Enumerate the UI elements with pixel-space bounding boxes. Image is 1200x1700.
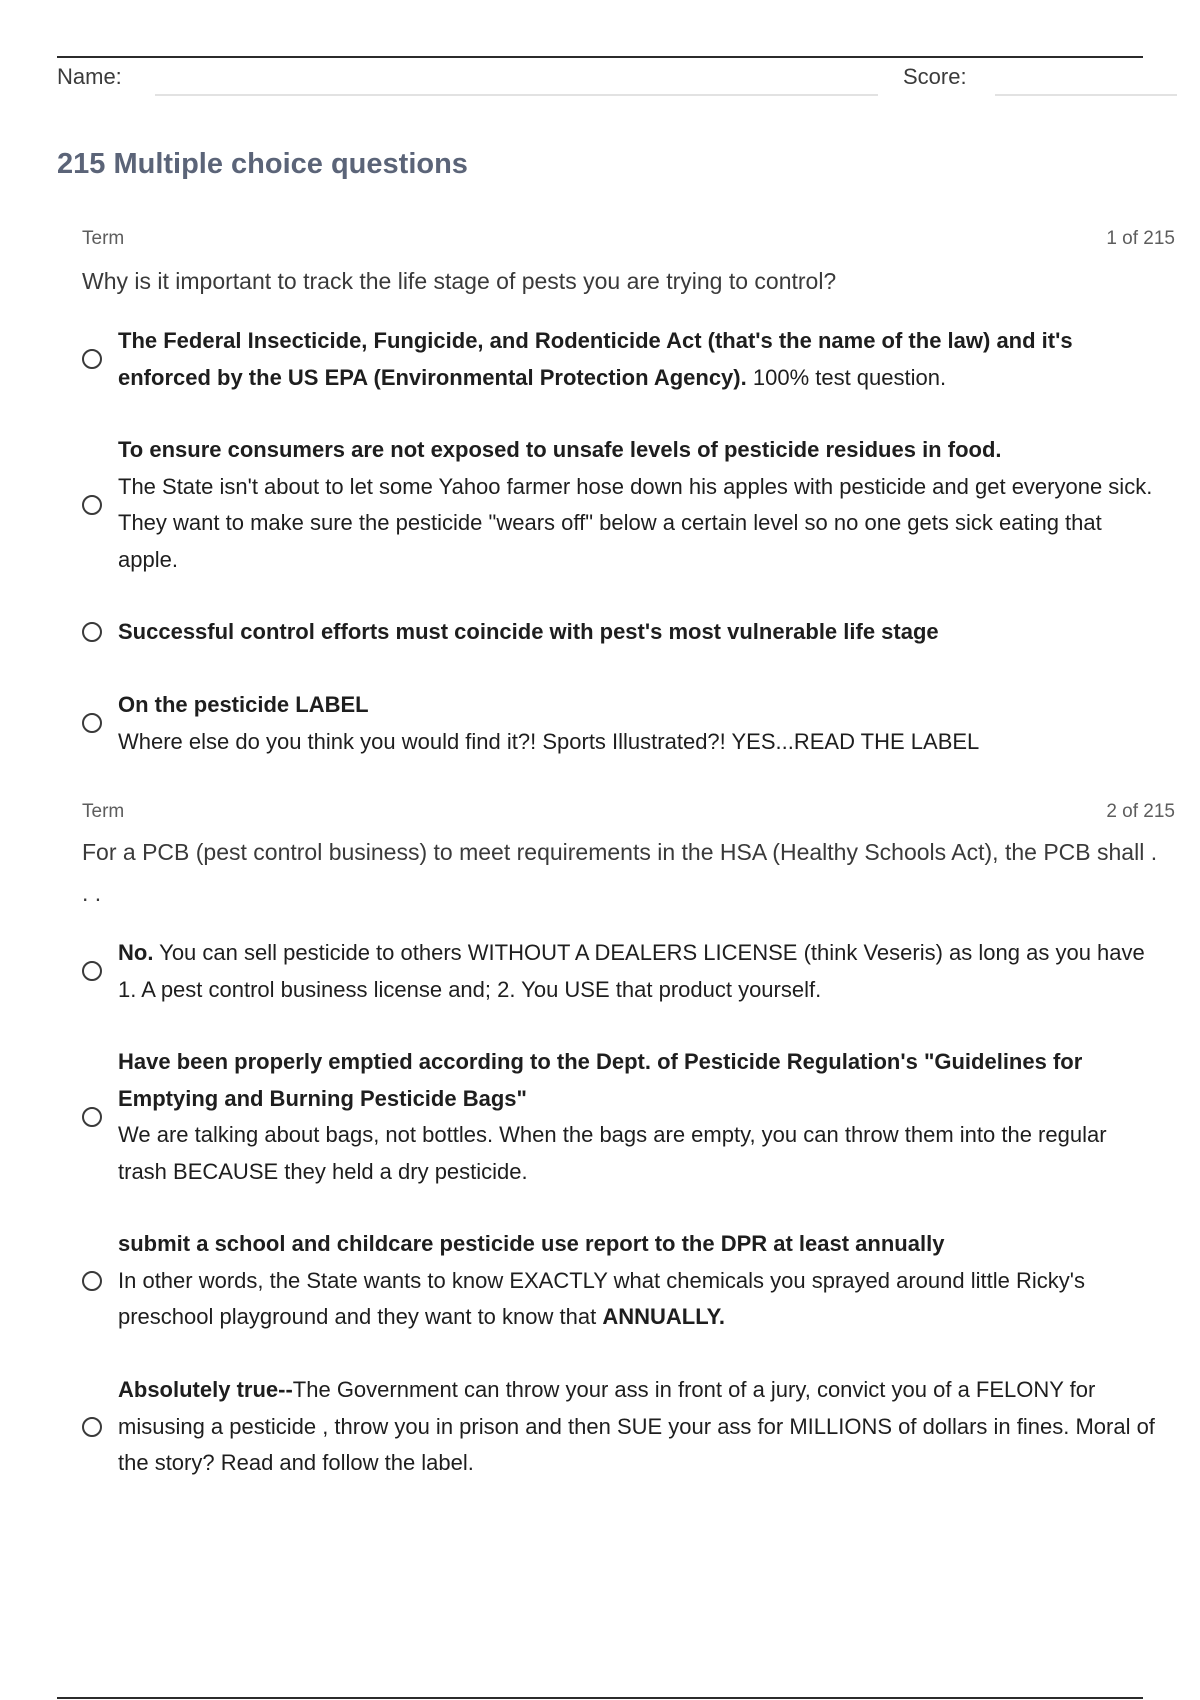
option-text <box>118 323 1158 396</box>
score-label: Score: <box>903 64 967 89</box>
option-text <box>118 687 1158 760</box>
option-title: To ensure consumers are not exposed to unsafe levels of pesticide residues in food. <box>118 437 1002 462</box>
option-text <box>118 614 1158 651</box>
option-title: Absolutely true-- <box>118 1377 293 1402</box>
option-explanation: We are talking about bags, not bottles. When the bags are empty, you can throw them into the regular trash BECAUSE they held a dry pesticide. <box>118 1122 1107 1184</box>
radio-button[interactable] <box>82 622 102 642</box>
option-title: On the pesticide LABEL <box>118 692 369 717</box>
option-explanation: The Government can throw your ass in front of a jury, convict you of a FELONY for misusing a pesticide , throw you in prison and then SUE your ass for MILLIONS of dollars in fines. Moral of the story? Read and follow the label. <box>118 1377 1155 1475</box>
question-counter: 1 of 215 <box>1106 228 1175 249</box>
question-prompt: Why is it important to track the life stage of pests you are trying to control? <box>82 268 837 294</box>
option-text <box>118 432 1158 578</box>
bottom-rule <box>57 1697 1143 1699</box>
term-label: Term <box>82 228 125 249</box>
radio-button[interactable] <box>82 495 102 515</box>
option-title: Have been properly emptied according to the Dept. of Pesticide Regulation's "Guidelines for Emptying and Burning Pesticide Bags" <box>118 1049 1083 1111</box>
radio-button[interactable] <box>82 961 102 981</box>
option-explanation: Where else do you think you would find it?! Sports Illustrated?! YES...READ THE LABEL <box>118 728 980 754</box>
name-label: Name: <box>57 64 122 89</box>
question-prompt: For a PCB (pest control business) to meet requirements in the HSA (Healthy Schools Act), the PCB shall . . . <box>82 839 1158 906</box>
term-label: Term <box>82 801 125 822</box>
question-counter: 2 of 215 <box>1106 801 1175 822</box>
radio-button[interactable] <box>82 713 102 733</box>
option-explanation <box>118 1263 1158 1336</box>
top-rule <box>57 56 1143 58</box>
name-field[interactable] <box>155 94 878 96</box>
option-explanation: You can sell pesticide to others WITHOUT A DEALERS LICENSE (think Veseris) as long as you have 1. A pest control business license and; 2. You USE that product yourself. <box>118 940 1145 1002</box>
radio-button[interactable] <box>82 349 102 369</box>
radio-button[interactable] <box>82 1417 102 1437</box>
section-title: 215 Multiple choice questions <box>57 148 468 180</box>
option-explanation-text: In other words, the State wants to know EXACTLY what chemicals you sprayed around little Ricky's preschool playground and they want to know that <box>118 1267 1085 1329</box>
score-field[interactable] <box>995 94 1177 96</box>
option-title: submit a school and childcare pesticide use report to the DPR at least annually <box>118 1231 945 1256</box>
option-title: The Federal Insecticide, Fungicide, and Rodenticide Act (that's the name of the law) and it's enforced by the US EPA (Environmental Protection Agency). <box>118 328 1073 390</box>
radio-button[interactable] <box>82 1271 102 1291</box>
option-title: Successful control efforts must coincide with pest's most vulnerable life stage <box>118 619 939 644</box>
option-emphasis: ANNUALLY. <box>602 1304 725 1329</box>
option-text <box>118 1372 1158 1482</box>
radio-button[interactable] <box>82 1107 102 1127</box>
option-explanation: 100% test question. <box>752 364 947 390</box>
option-text <box>118 935 1158 1008</box>
option-title: No. <box>118 940 154 965</box>
option-explanation: The State isn't about to let some Yahoo farmer hose down his apples with pesticide and get everyone sick. They want to make sure the pesticide "wears off" below a certain level so no one gets sick eating that apple. <box>118 473 1153 572</box>
option-text <box>118 1226 1158 1336</box>
option-text <box>118 1044 1158 1190</box>
